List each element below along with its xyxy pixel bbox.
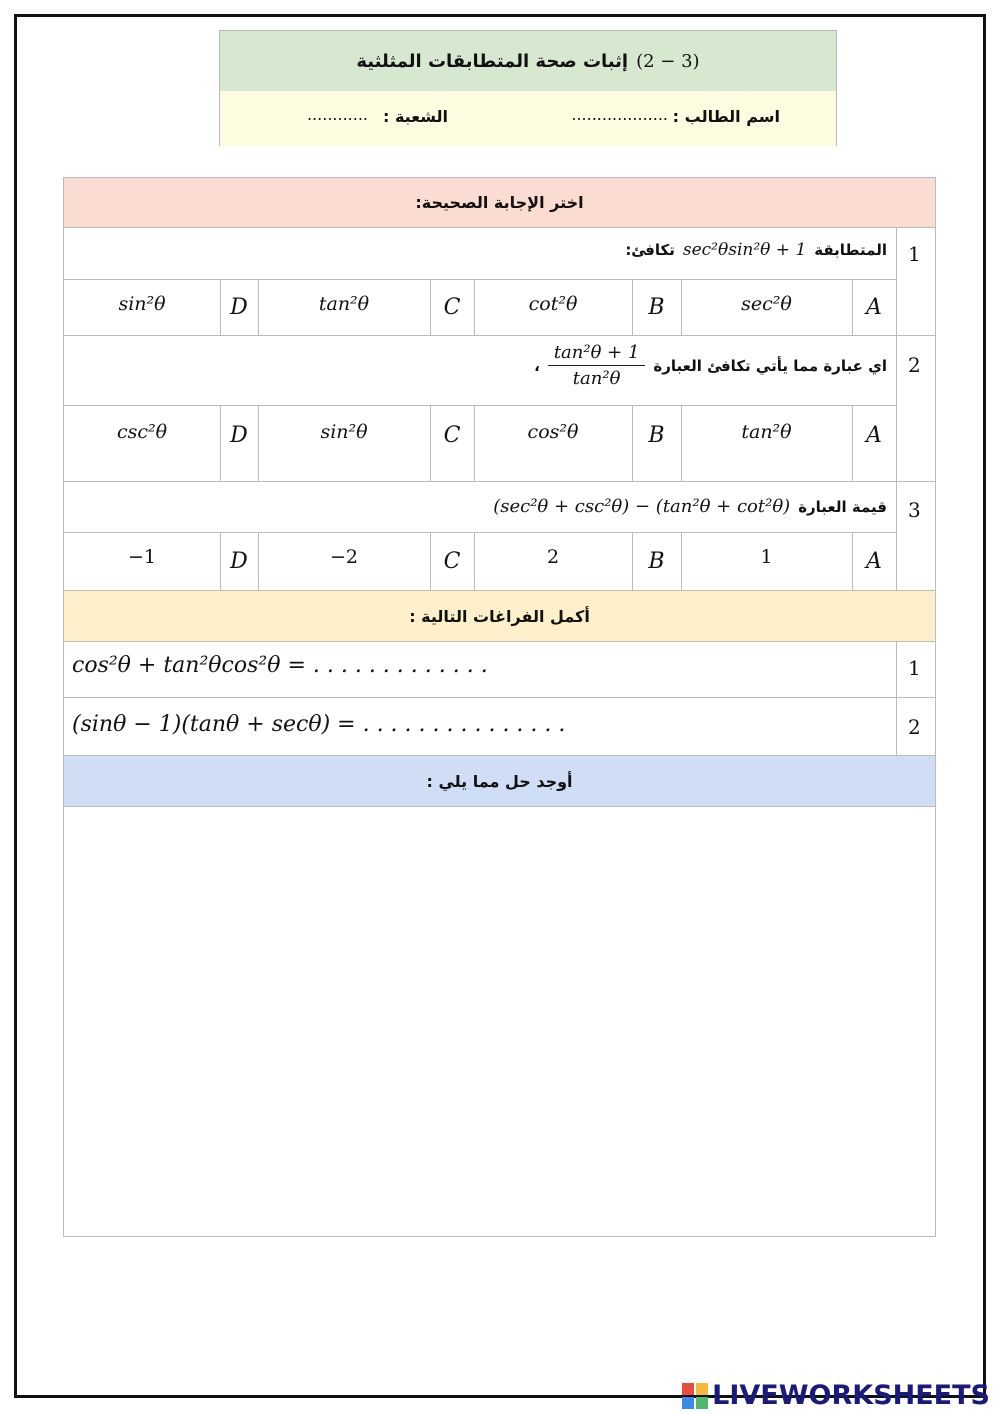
q3-letter-c: C (443, 548, 461, 574)
question-1-expression: sec²θsin²θ + 1 (682, 240, 807, 260)
question-2-number: 2 (908, 353, 921, 377)
q1-option-c[interactable]: tan²θ (318, 293, 370, 315)
q1-letter-b: B (648, 294, 665, 320)
title-lesson-number: (2 − 3) (636, 50, 700, 72)
question-2-prefix: اي عبارة مما يأتي تكافئ العبارة (653, 356, 887, 375)
question-1-suffix: تكافئ: (625, 241, 675, 259)
fraction-numerator: tan²θ + 1 (548, 342, 646, 366)
q1-option-d[interactable]: sin²θ (118, 293, 166, 315)
mcq-heading: اختر الإجابة الصحيحة: (64, 178, 935, 228)
q2-option-d[interactable]: csc²θ (116, 421, 168, 443)
q2-letter-a: A (866, 422, 882, 448)
q3-letter-a: A (866, 548, 882, 574)
question-2-suffix: ، (534, 356, 540, 375)
q3-option-c[interactable]: −2 (329, 546, 358, 568)
fill-1-expression[interactable]: cos²θ + tan²θcos²θ = . . . . . . . . . . . . . (72, 653, 488, 678)
solve-answer-area[interactable] (64, 805, 936, 1236)
title-text: إثبات صحة المتطابقات المثلثية (356, 50, 629, 72)
fill-blanks-heading: أكمل الفراغات التالية : (64, 590, 935, 642)
q2-option-a[interactable]: tan²θ (741, 421, 792, 443)
q1-letter-a: A (866, 294, 882, 320)
q3-letter-b: B (648, 548, 665, 574)
liveworksheets-logo (682, 1380, 990, 1411)
liveworksheets-logo-icon (682, 1383, 708, 1409)
q1-letter-c: C (443, 294, 461, 320)
student-name-label: اسم الطالب : (672, 107, 780, 126)
question-3-text (493, 496, 887, 517)
question-1-number: 1 (908, 242, 921, 266)
student-info-row (220, 91, 836, 146)
question-1-prefix: المتطابقة (814, 241, 887, 259)
student-name-field[interactable]: ................... (571, 105, 668, 124)
logo-text: LIVEWORKSHEETS (712, 1380, 990, 1411)
row-divider (64, 335, 936, 336)
q1-option-b[interactable]: cot²θ (528, 293, 578, 315)
logo-square-blue (682, 1397, 694, 1409)
q3-option-a[interactable]: 1 (760, 546, 773, 568)
section-label: الشعبة : (382, 107, 448, 126)
fill-2-expression[interactable]: (sinθ − 1)(tanθ + secθ) = . . . . . . . . . . . . . . . (72, 712, 566, 737)
fill-2-number: 2 (908, 715, 921, 739)
logo-square-green (696, 1397, 708, 1409)
q2-letter-b: B (648, 422, 665, 448)
q2-letter-d: D (230, 422, 248, 448)
q1-option-a[interactable]: sec²θ (741, 293, 792, 315)
worksheet-table (63, 177, 936, 1237)
row-divider (64, 481, 936, 482)
worksheet-header (219, 30, 837, 146)
q3-option-b[interactable]: 2 (546, 546, 560, 568)
worksheet-title (220, 31, 836, 92)
number-column-divider (896, 227, 897, 590)
q2-option-b[interactable]: cos²θ (527, 421, 579, 443)
fill-1-number: 1 (908, 656, 921, 680)
q2-option-c[interactable]: sin²θ (320, 421, 368, 443)
question-1-text (625, 240, 887, 260)
question-2-text (534, 342, 887, 389)
q1-letter-d: D (230, 294, 248, 320)
q3-option-d[interactable]: −1 (127, 546, 156, 568)
row-divider (64, 697, 936, 698)
question-3-prefix: قيمة العبارة (798, 497, 887, 516)
logo-square-yellow (696, 1383, 708, 1395)
q3-letter-d: D (230, 548, 248, 574)
solve-heading: أوجد حل مما يلي : (64, 755, 935, 807)
question-2-fraction (548, 342, 646, 389)
question-3-number: 3 (908, 498, 921, 522)
question-3-expression: (sec²θ + csc²θ) − (tan²θ + cot²θ) (493, 496, 791, 517)
q2-letter-c: C (443, 422, 461, 448)
logo-square-red (682, 1383, 694, 1395)
section-field[interactable]: ............ (306, 105, 368, 124)
fraction-denominator: tan²θ (572, 368, 621, 389)
